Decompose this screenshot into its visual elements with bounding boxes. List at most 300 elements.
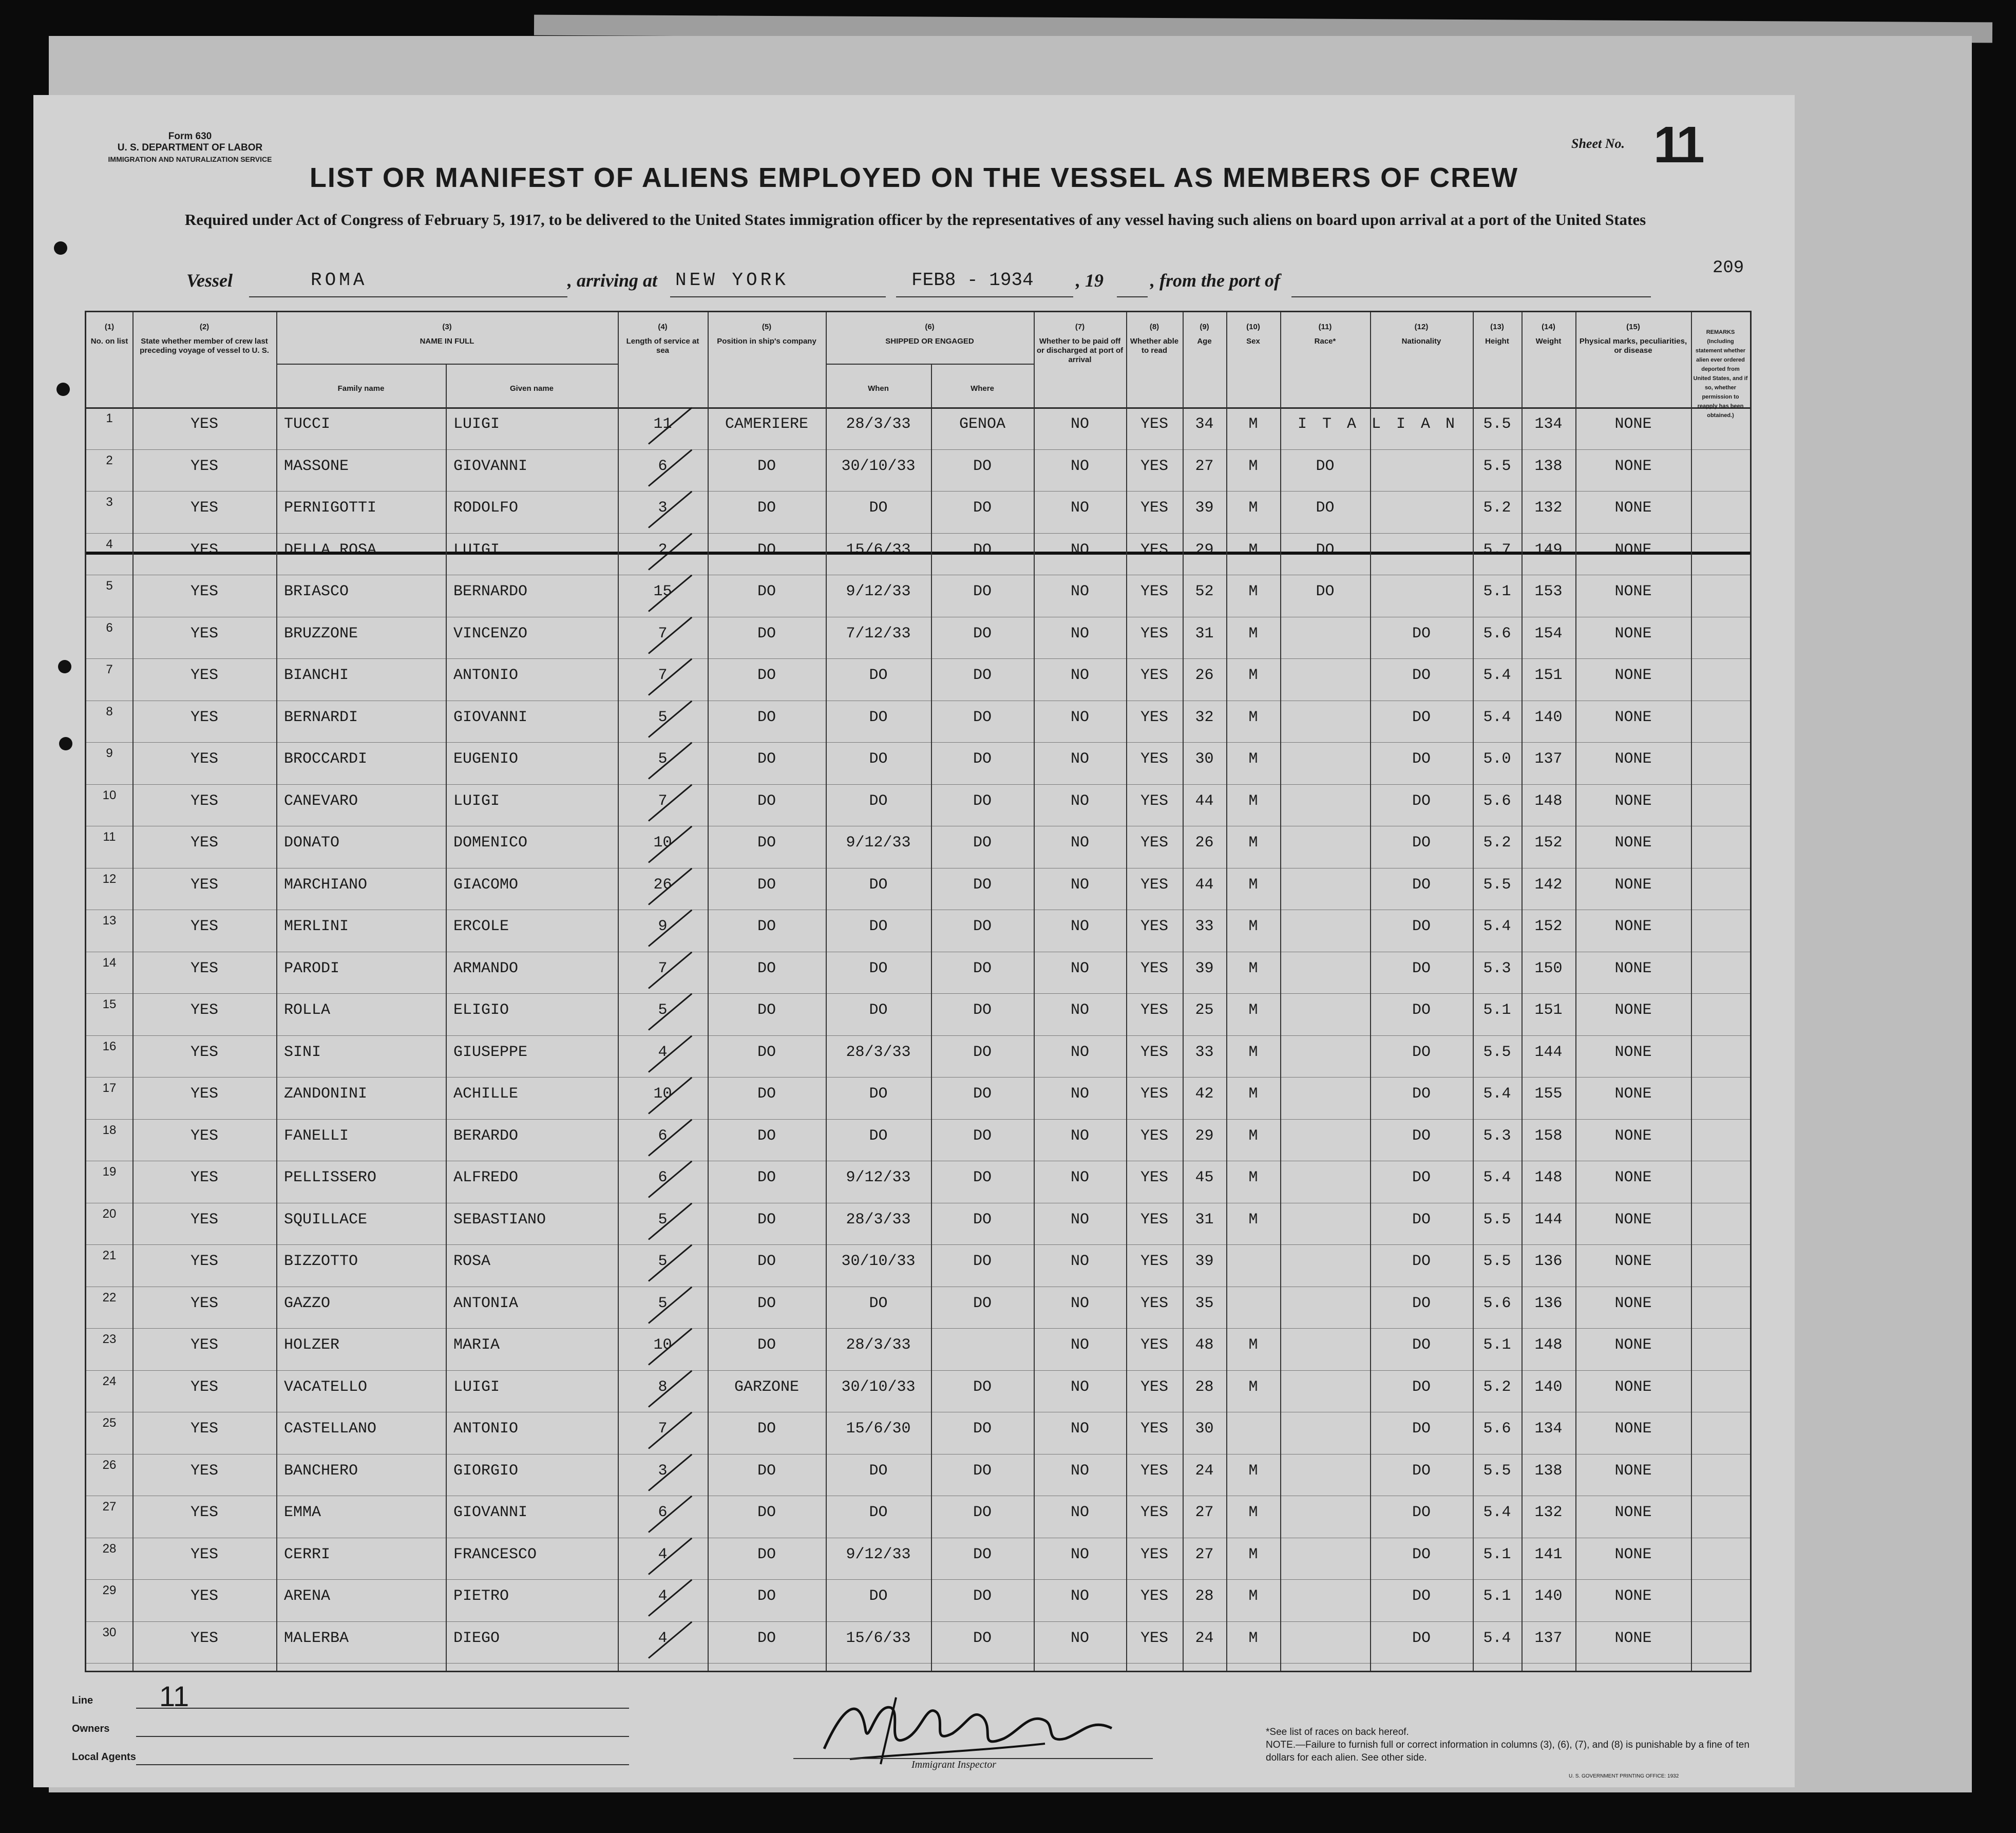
cell-when: 28/3/33 xyxy=(846,1211,911,1229)
cell-when: DO xyxy=(869,1588,888,1605)
cell-nat: DO xyxy=(1412,1462,1431,1480)
cell-given: GIOVANNI xyxy=(453,457,528,475)
subheader-family: Family name xyxy=(337,384,385,393)
line-label: Line xyxy=(72,1695,93,1706)
cell-paid: NO xyxy=(1070,457,1089,475)
cell-prev: YES xyxy=(190,1294,218,1312)
cell-no: 3 xyxy=(106,495,113,509)
cell-height: 5.2 xyxy=(1483,499,1511,517)
document-subtitle: Required under Act of Congress of February 5, 1917, to be delivered to the United States immigration officer by the representatives of any vessel having such aliens on board upon arrival at a port of the United States xyxy=(184,211,1646,229)
cell-given: ANTONIA xyxy=(453,1294,519,1312)
cell-weight: 137 xyxy=(1534,750,1563,768)
table-row xyxy=(86,491,1750,534)
cell-paid: NO xyxy=(1070,667,1089,684)
cell-sex: M xyxy=(1248,1085,1258,1103)
header-divider xyxy=(276,364,618,365)
table-row xyxy=(86,1328,1750,1371)
cell-family: PERNIGOTTI xyxy=(284,499,377,517)
cell-weight: 151 xyxy=(1534,667,1563,684)
cell-paid: NO xyxy=(1070,541,1089,559)
cell-marks: NONE xyxy=(1614,415,1652,433)
cell-age: 39 xyxy=(1195,499,1214,517)
cell-read: YES xyxy=(1140,1420,1168,1438)
table-row xyxy=(86,993,1750,1036)
cell-age: 32 xyxy=(1195,708,1214,726)
cell-height: 5.4 xyxy=(1483,1504,1511,1521)
cell-read: YES xyxy=(1140,1462,1168,1480)
column-header xyxy=(710,323,824,346)
cell-given: GIORGIO xyxy=(453,1462,519,1480)
cell-sex: M xyxy=(1248,1504,1258,1521)
cell-read: YES xyxy=(1140,750,1168,768)
manifest-page xyxy=(33,95,1795,1787)
cell-paid: NO xyxy=(1070,1420,1089,1438)
table-row xyxy=(86,1454,1750,1497)
cell-sex: M xyxy=(1248,1001,1258,1019)
cell-given: DIEGO xyxy=(453,1629,500,1647)
cell-age: 24 xyxy=(1195,1629,1214,1647)
cell-paid: NO xyxy=(1070,1588,1089,1605)
table-row xyxy=(86,1579,1750,1622)
cell-position: DO xyxy=(757,1085,776,1103)
cell-where: DO xyxy=(973,1001,992,1019)
cell-marks: NONE xyxy=(1614,834,1652,852)
cell-prev: YES xyxy=(190,1336,218,1354)
agents-rule xyxy=(136,1764,629,1765)
cell-no: 30 xyxy=(102,1625,117,1639)
cell-given: SEBASTIANO xyxy=(453,1211,546,1229)
cell-age: 28 xyxy=(1195,1588,1214,1605)
column-label: Position in ship's company xyxy=(717,337,816,346)
cell-weight: 137 xyxy=(1534,1629,1563,1647)
cell-height: 5.4 xyxy=(1483,1629,1511,1647)
cell-marks: NONE xyxy=(1614,583,1652,600)
cell-weight: 134 xyxy=(1534,1420,1563,1438)
line-rule xyxy=(136,1708,629,1709)
cell-age: 44 xyxy=(1195,876,1214,894)
cell-where: DO xyxy=(973,1588,992,1605)
cell-no: 2 xyxy=(106,453,113,467)
cell-nat: DO xyxy=(1412,667,1431,684)
cell-prev: YES xyxy=(190,1545,218,1563)
cell-service: 5 xyxy=(658,750,668,768)
sheet-label: Sheet No. xyxy=(1571,136,1625,151)
cell-sex: M xyxy=(1248,415,1258,433)
cell-age: 33 xyxy=(1195,918,1214,935)
cell-prev: YES xyxy=(190,1043,218,1061)
cell-marks: NONE xyxy=(1614,1001,1652,1019)
cell-given: BERNARDO xyxy=(453,583,528,600)
cell-height: 5.5 xyxy=(1483,1253,1511,1270)
printer-imprint: U. S. GOVERNMENT PRINTING OFFICE: 1932 xyxy=(1569,1773,1679,1779)
column-header xyxy=(1577,323,1689,355)
column-rule xyxy=(276,312,277,1671)
cell-age: 33 xyxy=(1195,1043,1214,1061)
cell-read: YES xyxy=(1140,415,1168,433)
column-label: Age xyxy=(1197,337,1212,346)
cell-read: YES xyxy=(1140,1169,1168,1186)
cell-nat: DO xyxy=(1412,1211,1431,1229)
cell-position: DO xyxy=(757,876,776,894)
cell-height: 5.4 xyxy=(1483,1085,1511,1103)
cell-nat: DO xyxy=(1412,876,1431,894)
cell-position: DO xyxy=(757,1545,776,1563)
cell-no: 10 xyxy=(102,788,117,802)
cell-prev: YES xyxy=(190,1127,218,1145)
cell-paid: NO xyxy=(1070,499,1089,517)
cell-no: 26 xyxy=(102,1458,117,1472)
cell-where: DO xyxy=(973,1629,992,1647)
cell-no: 11 xyxy=(103,830,116,844)
cell-given: MARIA xyxy=(453,1336,500,1354)
cell-when: DO xyxy=(869,708,888,726)
cell-no: 21 xyxy=(102,1249,117,1262)
cell-height: 5.1 xyxy=(1483,1588,1511,1605)
cell-family: HOLZER xyxy=(284,1336,340,1354)
cell-read: YES xyxy=(1140,959,1168,977)
table-header xyxy=(86,312,1750,419)
cell-when: DO xyxy=(869,918,888,935)
cell-given: ELIGIO xyxy=(453,1001,509,1019)
cell-age: 24 xyxy=(1195,1462,1214,1480)
cell-where: DO xyxy=(973,918,992,935)
cell-paid: NO xyxy=(1070,1127,1089,1145)
cell-where: DO xyxy=(973,457,992,475)
form-identifier xyxy=(82,131,298,165)
cell-race: DO xyxy=(1316,541,1335,559)
cell-no: 13 xyxy=(102,914,117,928)
cell-read: YES xyxy=(1140,1127,1168,1145)
cell-family: FANELLI xyxy=(284,1127,349,1145)
cell-position: DO xyxy=(757,1211,776,1229)
cell-prev: YES xyxy=(190,1169,218,1186)
cell-marks: NONE xyxy=(1614,1504,1652,1521)
cell-weight: 144 xyxy=(1534,1043,1563,1061)
column-number: (8) xyxy=(1149,323,1159,331)
strike-through-line xyxy=(86,552,1750,555)
cell-when: DO xyxy=(869,667,888,684)
cell-service: 5 xyxy=(658,1211,668,1229)
cell-when: 15/6/30 xyxy=(846,1420,911,1438)
table-row xyxy=(86,952,1750,994)
table-row xyxy=(86,617,1750,659)
cell-when: DO xyxy=(869,1001,888,1019)
cell-age: 31 xyxy=(1195,1211,1214,1229)
cell-given: LUIGI xyxy=(453,1378,500,1396)
cell-service: 15 xyxy=(653,583,672,600)
line-value: 11 xyxy=(159,1680,189,1712)
cell-position: DO xyxy=(757,1336,776,1354)
cell-no: 7 xyxy=(106,663,113,676)
cell-age: 27 xyxy=(1195,1545,1214,1563)
cell-height: 5.5 xyxy=(1483,876,1511,894)
cell-read: YES xyxy=(1140,1336,1168,1354)
column-number: (9) xyxy=(1200,323,1209,331)
cell-sex: M xyxy=(1248,1378,1258,1396)
cell-nat: DO xyxy=(1412,1629,1431,1647)
cell-no: 25 xyxy=(102,1416,117,1430)
arrival-port: NEW YORK xyxy=(675,270,789,291)
column-rule xyxy=(1473,312,1474,1671)
cell-prev: YES xyxy=(190,834,218,852)
cell-read: YES xyxy=(1140,1001,1168,1019)
cell-service: 7 xyxy=(658,625,668,643)
cell-given: ALFREDO xyxy=(453,1169,519,1186)
cell-nat: DO xyxy=(1412,1420,1431,1438)
cell-race: DO xyxy=(1316,499,1335,517)
cell-read: YES xyxy=(1140,667,1168,684)
cell-height: 5.4 xyxy=(1483,918,1511,935)
cell-where: DO xyxy=(973,1169,992,1186)
cell-nat: DO xyxy=(1412,1504,1431,1521)
cell-position: DO xyxy=(757,750,776,768)
cell-when: DO xyxy=(869,959,888,977)
column-header xyxy=(828,323,1032,346)
cell-no: 23 xyxy=(102,1332,117,1346)
column-number: (1) xyxy=(104,323,115,331)
cell-service: 7 xyxy=(658,1420,668,1438)
cell-prev: YES xyxy=(190,876,218,894)
column-label: NAME IN FULL xyxy=(420,337,474,346)
cell-prev: YES xyxy=(190,1504,218,1521)
cell-service: 3 xyxy=(658,1462,668,1480)
column-header xyxy=(1128,323,1181,355)
table-row xyxy=(86,533,1750,576)
cell-family: ROLLA xyxy=(284,1001,331,1019)
cell-height: 5.1 xyxy=(1483,583,1511,600)
cell-read: YES xyxy=(1140,499,1168,517)
vessel-line xyxy=(33,270,1795,300)
table-row xyxy=(86,407,1750,450)
column-rule xyxy=(1691,312,1692,1671)
cell-nat: DO xyxy=(1412,1169,1431,1186)
cell-sex: M xyxy=(1248,750,1258,768)
table-row xyxy=(86,575,1750,617)
cell-given: ERCOLE xyxy=(453,918,509,935)
cell-paid: NO xyxy=(1070,959,1089,977)
cell-read: YES xyxy=(1140,457,1168,475)
cell-prev: YES xyxy=(190,1420,218,1438)
cell-marks: NONE xyxy=(1614,1336,1652,1354)
cell-service: 4 xyxy=(658,1043,668,1061)
table-row xyxy=(86,701,1750,743)
cell-when: 9/12/33 xyxy=(846,1169,911,1186)
column-header xyxy=(1475,323,1519,346)
column-label: REMARKS (Including statement whether alien ever ordered deported from United States, and if so, whether permission to reapply has been obtained.) xyxy=(1693,329,1748,419)
column-label: Length of service at sea xyxy=(626,337,699,355)
cell-service: 9 xyxy=(658,918,668,935)
cell-service: 7 xyxy=(658,792,668,810)
table-row xyxy=(86,1203,1750,1245)
cell-given: ARMANDO xyxy=(453,959,519,977)
cell-paid: NO xyxy=(1070,1085,1089,1103)
cell-sex: M xyxy=(1248,541,1258,559)
cell-weight: 152 xyxy=(1534,918,1563,935)
cell-where: DO xyxy=(973,1504,992,1521)
column-rule xyxy=(1034,312,1035,1671)
cell-height: 5.2 xyxy=(1483,1378,1511,1396)
column-rule xyxy=(1575,312,1576,1671)
reference-number: 209 xyxy=(1713,258,1744,278)
cell-read: YES xyxy=(1140,541,1168,559)
cell-race: DO xyxy=(1316,457,1335,475)
cell-age: 39 xyxy=(1195,1253,1214,1270)
cell-nat: DO xyxy=(1412,1001,1431,1019)
cell-prev: YES xyxy=(190,918,218,935)
cell-age: 27 xyxy=(1195,457,1214,475)
cell-where: DO xyxy=(973,625,992,643)
cell-height: 5.2 xyxy=(1483,834,1511,852)
cell-sex: M xyxy=(1248,1169,1258,1186)
cell-where: DO xyxy=(973,708,992,726)
cell-prev: YES xyxy=(190,415,218,433)
cell-height: 5.1 xyxy=(1483,1545,1511,1563)
cell-height: 5.5 xyxy=(1483,415,1511,433)
cell-family: ARENA xyxy=(284,1588,331,1605)
cell-when: 30/10/33 xyxy=(841,457,916,475)
cell-age: 30 xyxy=(1195,750,1214,768)
cell-height: 5.6 xyxy=(1483,625,1511,643)
column-number: (3) xyxy=(442,323,452,331)
cell-paid: NO xyxy=(1070,1462,1089,1480)
cell-height: 5.1 xyxy=(1483,1336,1511,1354)
cell-family: DONATO xyxy=(284,834,340,852)
cell-when: 30/10/33 xyxy=(841,1253,916,1270)
cell-weight: 136 xyxy=(1534,1253,1563,1270)
cell-given: GIOVANNI xyxy=(453,1504,528,1521)
cell-service: 7 xyxy=(658,959,668,977)
cell-given: ROSA xyxy=(453,1253,491,1270)
cell-given: DOMENICO xyxy=(453,834,528,852)
cell-weight: 138 xyxy=(1534,457,1563,475)
cell-read: YES xyxy=(1140,1043,1168,1061)
cell-height: 5.5 xyxy=(1483,457,1511,475)
column-number: (2) xyxy=(199,323,210,331)
cell-when: 15/6/33 xyxy=(846,541,911,559)
cell-height: 5.4 xyxy=(1483,667,1511,684)
cell-sex: M xyxy=(1248,457,1258,475)
table-row xyxy=(86,1621,1750,1664)
cell-family: BERNARDI xyxy=(284,708,358,726)
column-header xyxy=(88,323,130,346)
cell-weight: 152 xyxy=(1534,834,1563,852)
cell-family: SINI xyxy=(284,1043,321,1061)
cell-marks: NONE xyxy=(1614,876,1652,894)
column-label: SHIPPED OR ENGAGED xyxy=(885,337,974,346)
cell-age: 39 xyxy=(1195,959,1214,977)
cell-no: 22 xyxy=(102,1290,117,1305)
cell-weight: 150 xyxy=(1534,959,1563,977)
cell-where: DO xyxy=(973,499,992,517)
cell-when: DO xyxy=(869,1294,888,1312)
cell-paid: NO xyxy=(1070,415,1089,433)
cell-sex: M xyxy=(1248,583,1258,600)
cell-weight: 140 xyxy=(1534,1588,1563,1605)
cell-position: DO xyxy=(757,834,776,852)
cell-marks: NONE xyxy=(1614,1378,1652,1396)
cell-marks: NONE xyxy=(1614,918,1652,935)
cell-nat: DO xyxy=(1412,834,1431,852)
cell-height: 5.4 xyxy=(1483,708,1511,726)
cell-position: DO xyxy=(757,1001,776,1019)
cell-position: DO xyxy=(757,625,776,643)
column-header xyxy=(1036,323,1124,365)
cell-sex: M xyxy=(1248,667,1258,684)
cell-no: 5 xyxy=(106,579,113,593)
cell-prev: YES xyxy=(190,457,218,475)
cell-weight: 148 xyxy=(1534,1336,1563,1354)
cell-read: YES xyxy=(1140,1253,1168,1270)
cell-read: YES xyxy=(1140,1294,1168,1312)
cell-marks: NONE xyxy=(1614,1294,1652,1312)
cell-sex: M xyxy=(1248,708,1258,726)
cell-prev: YES xyxy=(190,1211,218,1229)
cell-marks: NONE xyxy=(1614,1588,1652,1605)
cell-height: 5.5 xyxy=(1483,1462,1511,1480)
cell-service: 6 xyxy=(658,1127,668,1145)
cell-where: DO xyxy=(973,1420,992,1438)
cell-given: ANTONIO xyxy=(453,1420,519,1438)
cell-service: 11 xyxy=(653,415,672,433)
cell-position: DO xyxy=(757,1253,776,1270)
column-label: Sex xyxy=(1246,337,1260,346)
cell-no: 19 xyxy=(102,1165,117,1179)
cell-paid: NO xyxy=(1070,1169,1089,1186)
column-header xyxy=(1693,323,1748,420)
cell-marks: NONE xyxy=(1614,1169,1652,1186)
column-rule xyxy=(1183,312,1184,1671)
cell-height: 5.3 xyxy=(1483,1127,1511,1145)
column-rule xyxy=(132,312,134,1671)
cell-age: 25 xyxy=(1195,1001,1214,1019)
cell-prev: YES xyxy=(190,625,218,643)
cell-paid: NO xyxy=(1070,918,1089,935)
column-label: No. on list xyxy=(90,337,128,346)
footnotes xyxy=(1266,1726,1759,1764)
cell-service: 6 xyxy=(658,1504,668,1521)
cell-given: GIACOMO xyxy=(453,876,519,894)
cell-marks: NONE xyxy=(1614,625,1652,643)
cell-given: BERARDO xyxy=(453,1127,519,1145)
cell-marks: NONE xyxy=(1614,959,1652,977)
cell-height: 5.6 xyxy=(1483,1294,1511,1312)
cell-family: CASTELLANO xyxy=(284,1420,377,1438)
cell-marks: NONE xyxy=(1614,1127,1652,1145)
cell-where: DO xyxy=(973,876,992,894)
cell-position: DO xyxy=(757,708,776,726)
inspector-label: Immigrant Inspector xyxy=(911,1759,996,1770)
cell-nat: DO xyxy=(1412,1378,1431,1396)
cell-read: YES xyxy=(1140,1085,1168,1103)
column-header xyxy=(1228,323,1278,346)
column-header xyxy=(1282,323,1368,346)
cell-family: ZANDONINI xyxy=(284,1085,368,1103)
arriving-label: , arriving at xyxy=(567,270,658,291)
cell-given: LUIGI xyxy=(453,792,500,810)
cell-nat: DO xyxy=(1412,750,1431,768)
table-row xyxy=(86,1161,1750,1203)
punch-hole xyxy=(59,737,72,750)
local-agents-label: Local Agents xyxy=(72,1751,136,1763)
cell-read: YES xyxy=(1140,708,1168,726)
cell-height: 5.7 xyxy=(1483,541,1511,559)
vessel-label: Vessel xyxy=(186,270,233,291)
cell-age: 52 xyxy=(1195,583,1214,600)
cell-service: 10 xyxy=(653,1085,672,1103)
cell-prev: YES xyxy=(190,667,218,684)
cell-family: BRUZZONE xyxy=(284,625,358,643)
cell-sex: M xyxy=(1248,834,1258,852)
